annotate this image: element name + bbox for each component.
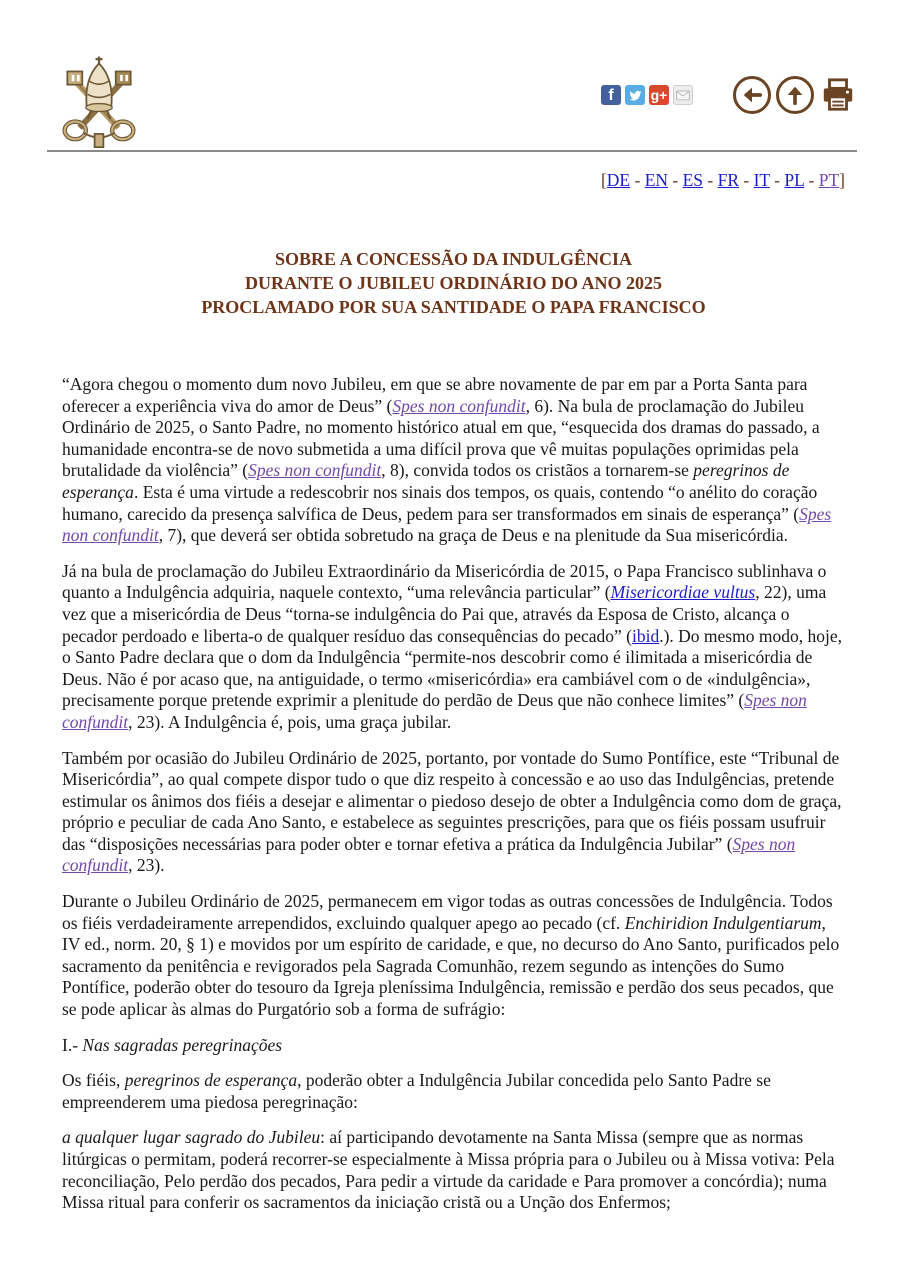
title-line-2: DURANTE O JUBILEU ORDINÁRIO DO ANO 2025 xyxy=(244,273,663,293)
language-nav xyxy=(0,170,845,191)
text-span: , 6). Na bula de proclamação do Jubileu Ordinário de 2025, o Santo Padre, no momento histórico atual em que, “esquecida dos dramas do passado, a humanidade encontra-se de novo submetida a uma difícil prova que vê muitas populações oprimidas pela brutalidade da violência” ( xyxy=(62,395,820,481)
paragraph xyxy=(62,1070,845,1113)
text-span: peregrinos de esperança xyxy=(124,1070,298,1091)
language-bracket-close: ] xyxy=(839,170,845,190)
language-link-fr[interactable]: FR xyxy=(717,170,740,190)
email-share-icon[interactable] xyxy=(673,85,693,105)
arrow-up-icon xyxy=(784,84,806,106)
page-title xyxy=(62,247,845,319)
back-button[interactable] xyxy=(733,76,771,114)
paragraph xyxy=(62,748,845,878)
text-span: .). Do mesmo modo, hoje, o Santo Padre declara que o dom da Indulgência “permite-nos descobrir como é ilimitada a misericórdia de Deus. Não é por acaso que, na antiguidade, o termo «misericórdia» era cambiável com o de «indulgência», precisamente porque pretende exprimir a plenitude do perdão de Deus que não conhece limites” ( xyxy=(62,625,842,711)
text-span: , 22), uma vez que a misericórdia de Deus “torna-se indulgência do Pai que, através da Esposa de Cristo, alcança o pecador perdoado e liberta-o de qualquer resíduo das consequências do pecado” ( xyxy=(62,582,827,646)
text-span: , 8), convida todos os cristãos a tornarem-se xyxy=(381,460,694,481)
googleplus-glyph: g+ xyxy=(650,87,668,103)
paragraph xyxy=(62,1127,845,1213)
text-span: peregrinos de esperança xyxy=(62,460,790,502)
twitter-bird-icon xyxy=(628,88,643,103)
vatican-coat-of-arms xyxy=(55,52,143,154)
text-span: . Esta é uma virtude a redescobrir nos sinais dos tempos, os quais, contendo “o anélito do coração humano, carecido da presença salvífica de Deus, pedem para ser transformados em sinais de esperança” ( xyxy=(62,481,818,524)
language-separator: - xyxy=(703,170,718,190)
text-span: a qualquer lugar sagrado do Jubileu xyxy=(62,1127,321,1148)
text-span: I.- xyxy=(62,1034,83,1055)
text-span: Durante o Jubileu Ordinário de 2025, permanecem em vigor todas as outras concessões de Indulgência. Todos os fiéis verdadeiramente arrependidos, excluindo qualquer apego ao pecado (cf. xyxy=(62,891,833,933)
text-span: Enchiridion Indulgentiarum xyxy=(624,912,822,933)
language-link-pt[interactable]: PT xyxy=(818,170,840,190)
text-span: , 23). xyxy=(128,855,165,876)
print-button[interactable] xyxy=(819,76,857,114)
text-span: “Agora chegou o momento dum novo Jubileu, em que se abre novamente de par em par a Porta Santa para oferecer a experiência viva do amor de Deus” ( xyxy=(62,374,808,416)
text-span: , IV ed., norm. 20, § 1) e movidos por um espírito de caridade, e que, no decurso do Ano Santo, purificados pelo sacramento da penitência e revigorados pela Sagrada Comunhão, rezem segundo as intenções do Sumo Pontífice, poderão obter do tesouro da Igreja pleníssima Indulgência, remissão e perdão dos seus pecados, que se pode aplicar às almas do Purgatório sob a forma de sufrágio: xyxy=(62,912,840,1020)
inline-link[interactable]: Spes non confundit xyxy=(62,833,796,876)
share-toolbar xyxy=(601,85,693,105)
facebook-share-icon[interactable] xyxy=(601,85,621,105)
language-bracket-open: [ xyxy=(600,170,607,190)
language-link-es[interactable]: ES xyxy=(682,170,704,190)
text-span: Também por ocasião do Jubileu Ordinário de 2025, portanto, por vontade do Sumo Pontífice, este “Tribunal de Misericórdia”, ao qual compete dispor tudo o que diz respeito à concessão e ao uso das Indulgências, pretende estimular os ânimos dos fiéis a desejar e alimentar o piedoso desejo de obter a Indulgência como dom de graça, próprio e peculiar de cada Ano Santo, e estabelece as seguintes prescrições, para que os fiéis possam usufruir das “disposições necessárias para poder obter e tornar efetiva a prática da Indulgência Jubilar” ( xyxy=(62,747,842,854)
inline-link[interactable]: Spes non confundit xyxy=(62,690,807,732)
text-span: Nas sagradas peregrinações xyxy=(82,1034,283,1055)
site-header xyxy=(47,0,857,152)
inline-link[interactable]: ibid xyxy=(631,625,660,646)
title-line-1: SOBRE A CONCESSÃO DA INDULGÊNCIA xyxy=(274,249,633,269)
inline-link[interactable]: Spes non confundit xyxy=(392,395,526,416)
printer-icon xyxy=(820,77,856,113)
vatican-emblem-icon xyxy=(55,52,143,149)
inline-link[interactable]: Spes non confundit xyxy=(248,460,382,481)
section-heading xyxy=(62,1035,845,1057)
inline-link[interactable]: Misericordiae vultus xyxy=(610,582,756,603)
language-link-de[interactable]: DE xyxy=(606,170,631,190)
text-span: Os fiéis, xyxy=(62,1070,125,1091)
language-separator: - xyxy=(769,170,785,190)
top-button[interactable] xyxy=(776,76,814,114)
language-separator: - xyxy=(804,170,819,190)
text-span: Já na bula de proclamação do Jubileu Extraordinário da Misericórdia de 2015, o Papa Francisco sublinhava o quanto a Indulgência adquiria, naquele contexto, “uma relevância particular” ( xyxy=(62,560,827,603)
googleplus-share-icon[interactable] xyxy=(649,85,669,105)
text-span: , 23). A Indulgência é, pois, uma graça jubilar. xyxy=(128,711,452,732)
twitter-share-icon[interactable] xyxy=(625,85,645,105)
text-span: , poderão obter a Indulgência Jubilar concedida pelo Santo Padre se empreenderem uma piedosa peregrinação: xyxy=(62,1070,771,1112)
language-separator: - xyxy=(739,170,754,190)
inline-link[interactable]: Spes non confundit xyxy=(62,503,832,546)
text-span: : aí participando devotamente na Santa Missa (sempre que as normas litúrgicas o permitam, poderá recorrer-se especialmente à Missa própria para o Jubileu ou à Missa votiva: Pela reconciliação, Pelo perdão dos pecados, Para pedir a virtude da caridade e Para promover a concórdia); numa Missa ritual para conferir os sacramentos da iniciação cristã ou a Unção dos Enfermos; xyxy=(62,1127,835,1213)
paragraph xyxy=(62,561,845,734)
language-links xyxy=(607,170,839,190)
paragraph xyxy=(62,374,845,547)
language-link-it[interactable]: IT xyxy=(753,170,770,190)
arrow-left-icon xyxy=(741,84,763,106)
page-nav-toolbar xyxy=(733,76,857,114)
language-separator: - xyxy=(668,170,683,190)
language-link-pl[interactable]: PL xyxy=(784,170,805,190)
header-toolbars xyxy=(601,76,857,114)
title-line-3: PROCLAMADO POR SUA SANTIDADE O PAPA FRANCISCO xyxy=(201,297,706,317)
language-link-en[interactable]: EN xyxy=(644,170,669,190)
paragraph xyxy=(62,891,845,1021)
language-separator: - xyxy=(630,170,645,190)
envelope-icon xyxy=(675,87,691,103)
document-body xyxy=(62,374,845,1214)
facebook-f-glyph: f xyxy=(608,87,614,104)
text-span: , 7), que deverá ser obtida sobretudo na graça de Deus e na plenitude da Sua misericórdia. xyxy=(158,525,789,546)
